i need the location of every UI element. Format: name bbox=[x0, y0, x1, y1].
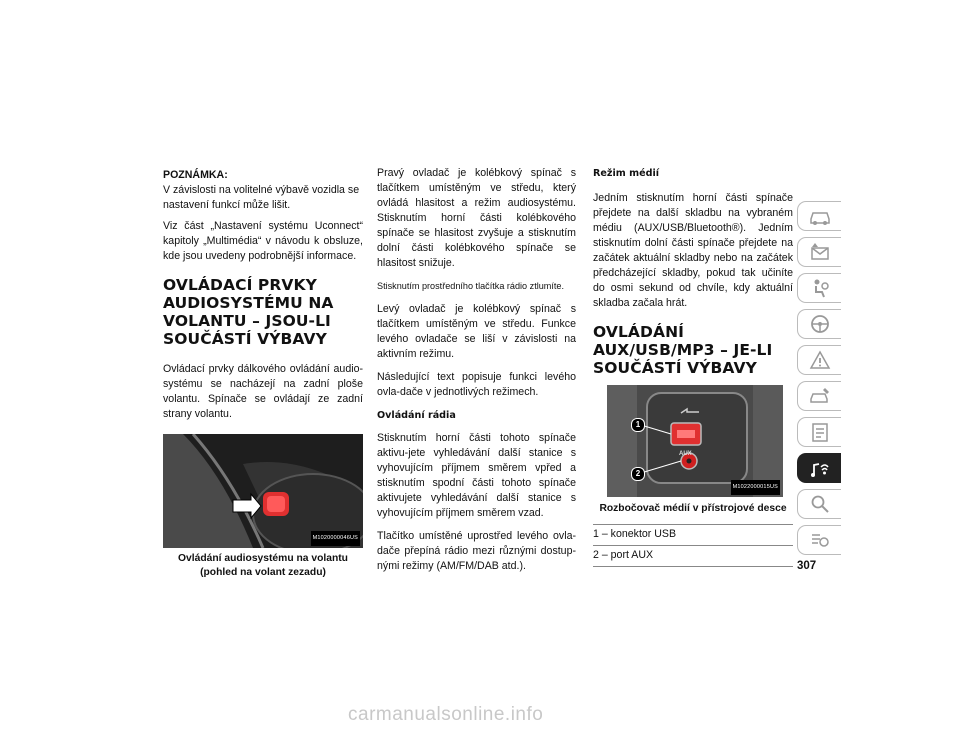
small-note: Stisknutím prostředního tlačítka rádio ztlumíte. bbox=[377, 281, 565, 291]
media-hub-figure bbox=[607, 385, 783, 497]
car-icon bbox=[808, 205, 832, 227]
figure-caption: Rozbočovač médií v přístrojové desce bbox=[599, 503, 787, 514]
section-heading: OVLÁDACÍ PRVKY AUDIOSYSTÉMU NA VOLANTU – JSOU-LI SOUČÁSTÍ VÝBAVY bbox=[163, 276, 334, 348]
watermark: carmanualsonline.info bbox=[348, 704, 544, 725]
paragraph: Jedním stisknutím horní části spínače přejdete na další skladbu na vybraném médiu (AUX/USB/Bluetooth®). Jedním stisknutím dolní části spínače přejdete na začátek aktuální skladby nebo na začátek předcházející skladby, pokud tak učiníte do osmi sekund od chvíle, kdy aktuální skladba začala hrát. bbox=[593, 192, 793, 309]
search-icon bbox=[808, 493, 832, 515]
service-car-icon bbox=[808, 385, 832, 407]
figure-code: M1022000015US bbox=[731, 480, 780, 495]
steering-wheel-icon bbox=[808, 313, 832, 335]
tab-warning-road[interactable] bbox=[797, 345, 841, 375]
multimedia-icon bbox=[808, 457, 832, 479]
paragraph: Pravý ovladač je kolébkový spínač s tlačítkem umístěným ve středu, který ovládá hlasitost a režim audiosystému. Stisknutím horní části kolébkového spínače se hlasitost zvyšuje a stisknutím dolní části kolébkového spínače se hlasitost snižuje. bbox=[377, 167, 576, 269]
tab-index[interactable] bbox=[797, 525, 841, 555]
paragraph: Viz část „Nastavení systému Uconnect“ kapitoly „Multimédia“ v návodu k obsluze, kde jsou uvedeny podrobnější informace. bbox=[163, 220, 363, 262]
section-heading: OVLÁDÁNÍ AUX/USB/MP3 – JE-LI SOUČÁSTÍ VÝBAVY bbox=[593, 323, 773, 377]
legend-item: 1 – konektor USB bbox=[593, 524, 793, 546]
legend-item: 2 – port AUX bbox=[593, 546, 793, 567]
checklist-icon bbox=[808, 421, 832, 443]
page-number: 307 bbox=[797, 560, 817, 572]
subheading: Režim médií bbox=[593, 168, 660, 179]
column-left bbox=[163, 168, 363, 580]
note-text: V závislosti na volitelné výbavě vozidla se nastavení funkcí může lišit. bbox=[163, 184, 360, 211]
paragraph: Ovládací prvky dálkového ovládání audio-systému se nacházejí na zadní ploše volantu. Spínače se ovládají ze zadní strany volantu. bbox=[163, 363, 363, 420]
tab-steering-wheel[interactable] bbox=[797, 309, 841, 339]
figure-legend bbox=[593, 524, 793, 567]
column-middle bbox=[377, 166, 576, 582]
figure-code: M1020000046US bbox=[311, 531, 360, 546]
index-icon bbox=[808, 529, 832, 551]
seat-airbag-icon bbox=[808, 277, 832, 299]
aux-label: AUX bbox=[679, 451, 692, 457]
warning-road-icon bbox=[808, 349, 832, 371]
note-label: POZNÁMKA: bbox=[163, 169, 228, 181]
tab-seat-airbag[interactable] bbox=[797, 273, 841, 303]
tab-search[interactable] bbox=[797, 489, 841, 519]
steering-wheel-figure bbox=[163, 434, 363, 548]
paragraph: Následující text popisuje funkci levého ovla-dače v jednotlivých režimech. bbox=[377, 371, 576, 398]
figure-caption bbox=[163, 552, 363, 580]
tab-multimedia[interactable] bbox=[797, 453, 841, 483]
tab-mail-warning[interactable] bbox=[797, 237, 841, 267]
tab-checklist[interactable] bbox=[797, 417, 841, 447]
paragraph: Stisknutím horní části tohoto spínače aktivu-jete vyhledávání další stanice s vyhovujícím příjmem směrem vpřed a stisknutím spodní části tohoto spínače aktivujete vyhledávání další stanice s vyhovujícím příjmem směrem vzad. bbox=[377, 432, 576, 519]
subheading: Ovládání rádia bbox=[377, 410, 456, 421]
tab-car[interactable] bbox=[797, 201, 841, 231]
column-right bbox=[593, 166, 793, 567]
note-block bbox=[163, 168, 363, 213]
mail-warning-icon bbox=[808, 241, 832, 263]
tab-service-car[interactable] bbox=[797, 381, 841, 411]
paragraph: Tlačítko umístěné uprostřed levého ovla-dače přepíná rádio mezi různými dostup-nými režimy (AM/FM/DAB atd.). bbox=[377, 530, 576, 572]
caption-line: Ovládání audiosystému na volantu bbox=[178, 553, 348, 564]
caption-line: (pohled na volant zezadu) bbox=[200, 567, 326, 578]
chapter-tabs bbox=[797, 201, 841, 561]
callout-1: 1 bbox=[631, 418, 645, 432]
callout-2: 2 bbox=[631, 467, 645, 481]
paragraph: Levý ovladač je kolébkový spínač s tlačítkem umístěným ve středu. Funkce levého ovladače se liší v závislosti na aktivním režimu. bbox=[377, 303, 576, 360]
